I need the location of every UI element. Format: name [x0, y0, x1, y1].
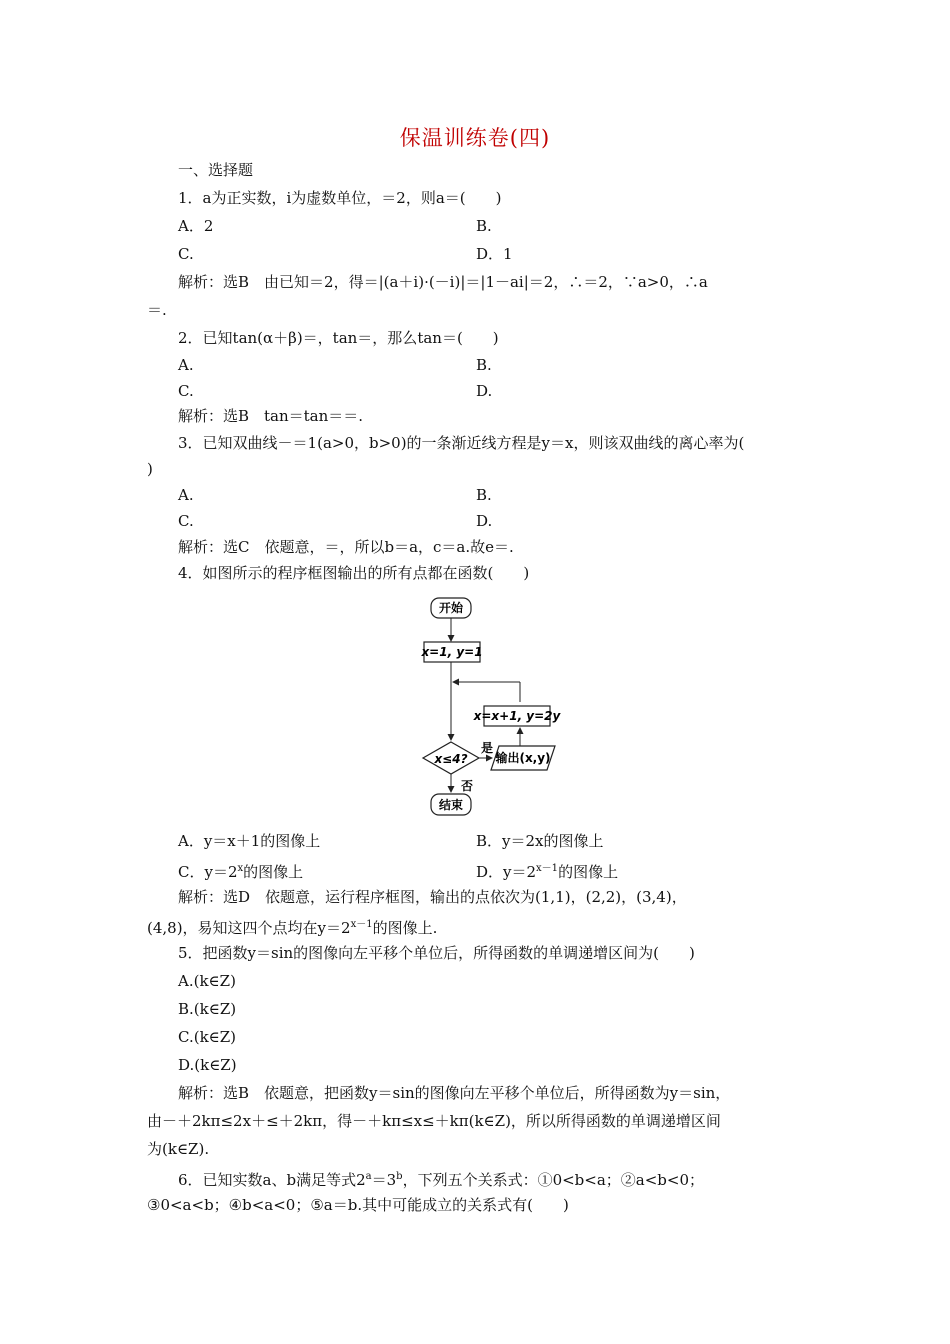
- q1-option-b: B.: [476, 217, 492, 235]
- q4-option-c-text: C．y＝2: [178, 863, 238, 881]
- flow-init-label: x=1, y=1: [421, 645, 483, 659]
- q4-stem: 4．如图所示的程序框图输出的所有点都在函数( ): [178, 564, 530, 582]
- q1-stem: 1．a为正实数，i为虚数单位，＝2，则a＝( ): [178, 189, 502, 207]
- q1-solution-line1: 解析：选B 由已知＝2，得＝|(a＋i)·(－i)|＝|1－ai|＝2，∴＝2，∵a>0，∴a: [178, 273, 708, 291]
- q5-solution-line3: 为(k∈Z).: [147, 1140, 210, 1158]
- section-heading: 一、选择题: [178, 161, 254, 179]
- q6-exponent-a: a: [365, 1171, 372, 1182]
- q5-option-a: A.(k∈Z): [178, 972, 236, 990]
- q4-option-c-exponent: x: [237, 863, 244, 874]
- q5-option-b: B.(k∈Z): [178, 1000, 237, 1018]
- q5-option-d: D.(k∈Z): [178, 1056, 237, 1074]
- q4-solution-suffix: 的图像上.: [372, 919, 438, 937]
- q1-option-a: A．2: [178, 217, 214, 235]
- q6-stem-text: 6．已知实数a、b满足等式2: [178, 1171, 366, 1189]
- q4-solution-line2: [147, 915, 437, 938]
- q3-option-c: C.: [178, 512, 194, 530]
- q4-solution-line1: 解析：选D 依题意，运行程序框图，输出的点依次为(1,1)，(2,2)，(3,4)，: [178, 888, 687, 906]
- q3-stem-line1: 3．已知双曲线－＝1(a>0，b>0)的一条渐近线方程是y＝x，则该双曲线的离心率为(: [178, 434, 745, 452]
- q4-option-d-suffix: 的图像上: [558, 863, 619, 881]
- flow-update-label: x=x+1, y=2y: [473, 709, 561, 723]
- q3-solution: 解析：选C 依题意，＝，所以b＝a，c＝a.故e＝.: [178, 538, 514, 556]
- q5-stem: 5．把函数y＝sin的图像向左平移个单位后，所得函数的单调递增区间为( ): [178, 944, 695, 962]
- q1-solution-line2: ＝.: [147, 301, 167, 319]
- q3-option-d: D.: [476, 512, 493, 530]
- q2-option-b: B.: [476, 356, 492, 374]
- q5-option-c: C.(k∈Z): [178, 1028, 237, 1046]
- q3-option-a: A.: [178, 486, 194, 504]
- q2-option-c: C.: [178, 382, 194, 400]
- flow-no-label: 否: [461, 779, 474, 793]
- flow-start-label: 开始: [438, 601, 464, 615]
- q2-stem: 2．已知tan(α＋β)＝，tan＝，那么tan＝( ): [178, 329, 499, 347]
- q6-stem-line2: ③0<a<b；④b<a<0；⑤a＝b.其中可能成立的关系式有( ): [147, 1196, 569, 1214]
- q1-option-c: C.: [178, 245, 194, 263]
- q2-option-d: D.: [476, 382, 493, 400]
- flow-end-label: 结束: [438, 798, 464, 812]
- q1-option-d: D．1: [476, 245, 513, 263]
- q6-stem-line1: [178, 1167, 704, 1190]
- q3-stem-line2: ): [147, 460, 153, 478]
- q4-option-d: [476, 859, 618, 882]
- q4-option-c-suffix: 的图像上: [243, 863, 304, 881]
- flow-decision-label: x≤4?: [434, 752, 468, 766]
- q6-stem-mid: ＝3: [371, 1171, 397, 1189]
- q4-solution-text: (4,8)，易知这四个点均在y＝2: [147, 919, 351, 937]
- q3-option-b: B.: [476, 486, 492, 504]
- q4-option-d-text: D．y＝2: [476, 863, 537, 881]
- q6-exponent-b: b: [396, 1171, 403, 1182]
- q5-solution-line2: 由－＋2kπ≤2x＋≤＋2kπ，得－＋kπ≤x≤＋kπ(k∈Z)，所以所得函数的单调递增区间: [147, 1112, 721, 1130]
- q6-stem-relations: ，下列五个关系式：①0<b<a；②a<b<0；: [402, 1171, 705, 1189]
- q4-option-a: A．y＝x＋1的图像上: [178, 832, 321, 850]
- q4-option-c: [178, 859, 303, 882]
- flow-yes-label: 是: [480, 741, 494, 755]
- flow-output-label: 输出(x,y): [495, 751, 551, 765]
- q4-solution-exponent: x－1: [350, 919, 373, 930]
- q4-option-d-exponent: x－1: [536, 863, 559, 874]
- q5-solution-line1: 解析：选B 依题意，把函数y＝sin的图像向左平移个单位后，所得函数为y＝sin，: [178, 1084, 731, 1102]
- q2-solution: 解析：选B tan＝tan＝＝.: [178, 407, 364, 425]
- program-flowchart: [415, 594, 565, 824]
- q2-option-a: A.: [178, 356, 194, 374]
- q4-option-b: B．y＝2x的图像上: [476, 832, 604, 850]
- page-title: 保温训练卷(四): [399, 126, 551, 150]
